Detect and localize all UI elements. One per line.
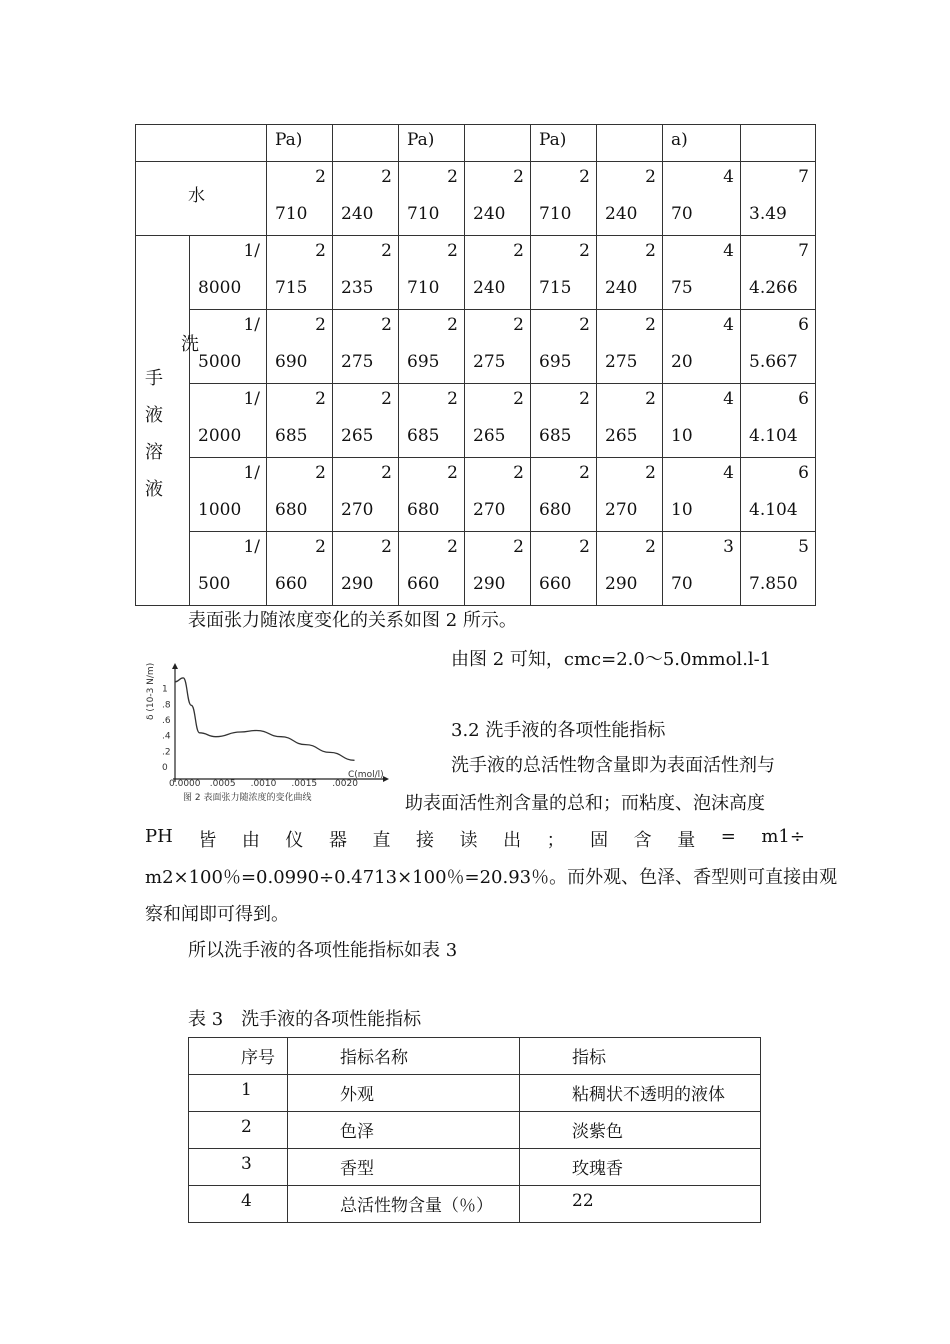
table-cell <box>465 125 531 162</box>
table-cell: 2 270 <box>333 458 399 532</box>
y-axis-arrow <box>172 663 178 669</box>
table-cell <box>333 125 399 162</box>
word: 由 <box>241 830 260 851</box>
table-cell: 4 20 <box>663 310 741 384</box>
surface-tension-table <box>135 124 816 606</box>
table-cell: 2 710 <box>399 236 465 310</box>
concentration-cell: 1/ 8000 <box>190 236 267 310</box>
word: 接 <box>416 830 434 851</box>
table-cell: 1 <box>189 1075 288 1112</box>
table-cell: 6 5.667 <box>741 310 816 384</box>
table-row <box>136 310 816 384</box>
table-cell <box>741 125 816 162</box>
table-cell: 4 75 <box>663 236 741 310</box>
table-caption: 表 3 洗手液的各项性能指标 <box>188 1009 422 1030</box>
table-header-row <box>189 1038 761 1075</box>
table-cell: 4 10 <box>663 458 741 532</box>
table-cell: 2 270 <box>465 458 531 532</box>
y-tick-label: 0 <box>162 763 168 774</box>
figure-caption: 图 2 表面张力随浓度的变化曲线 <box>183 793 312 803</box>
table-cell: 外观 <box>288 1075 520 1112</box>
table-cell: 3 70 <box>663 532 741 606</box>
table-cell: 2 660 <box>531 532 597 606</box>
table-cell: 2 235 <box>333 236 399 310</box>
paragraph: 察和闻即可得到。 <box>145 904 289 925</box>
table-cell: 22 <box>520 1186 761 1223</box>
table-cell: 总活性物含量（％） <box>288 1186 520 1223</box>
word: 量 <box>677 830 696 851</box>
word: 读 <box>459 830 478 851</box>
table-cell: 4 10 <box>663 384 741 458</box>
y-tick-label: .2 <box>162 747 171 758</box>
table-cell: 2 680 <box>267 458 333 532</box>
x-tick-label: 0.0000 <box>169 779 201 789</box>
table-cell: 2 715 <box>267 236 333 310</box>
x-tick-label: .0010 <box>250 779 277 789</box>
table-cell: 2 685 <box>267 384 333 458</box>
table-cell: 指标 <box>520 1038 761 1075</box>
paragraph: m2×100％=0.0990÷0.4713×100％=20.93％。而外观、色泽、香型则可直接由观 <box>145 867 838 888</box>
table-cell: 2 290 <box>597 532 663 606</box>
table-cell: 淡紫色 <box>520 1112 761 1149</box>
table-cell: 2 685 <box>399 384 465 458</box>
table-cell: 2 240 <box>465 162 531 236</box>
table-cell: Pa) <box>399 125 465 162</box>
y-tick-label: 1 <box>162 684 168 695</box>
y-axis-label: δ (10-3 N/m) <box>146 662 156 720</box>
figure-2 <box>143 660 393 808</box>
table-cell: 2 <box>189 1112 288 1149</box>
table-cell: 2 240 <box>465 236 531 310</box>
x-axis-label: C(mol/l) <box>348 770 384 780</box>
table-cell: 6 4.104 <box>741 458 816 532</box>
table-cell: 序号 <box>189 1038 288 1075</box>
y-tick-label: .6 <box>162 716 171 727</box>
water-label: 水 <box>188 186 205 206</box>
table-cell: 2 265 <box>597 384 663 458</box>
y-tick-label: .4 <box>162 731 171 742</box>
table-cell: 2 680 <box>399 458 465 532</box>
water-label-cell <box>136 162 267 236</box>
table-cell: Pa) <box>267 125 333 162</box>
concentration-cell: 1/ 5000 <box>190 310 267 384</box>
table-cell: 玫瑰香 <box>520 1149 761 1186</box>
table-row <box>189 1149 761 1186</box>
concentration-cell: 1/ 2000 <box>190 384 267 458</box>
table-cell <box>136 125 267 162</box>
table-cell: 2 710 <box>399 162 465 236</box>
table-row <box>189 1075 761 1112</box>
table-row <box>189 1186 761 1223</box>
word: 皆 <box>198 830 217 851</box>
table-cell: Pa) <box>531 125 597 162</box>
table-cell: 2 695 <box>399 310 465 384</box>
table-row-water <box>136 162 816 236</box>
word: m1÷ <box>761 826 805 847</box>
table-cell: 7 3.49 <box>741 162 816 236</box>
table-cell: 2 275 <box>333 310 399 384</box>
word: 器 <box>328 830 347 851</box>
table-cell: 2 710 <box>531 162 597 236</box>
table-cell: 2 240 <box>333 162 399 236</box>
table-cell: 6 4.104 <box>741 384 816 458</box>
group-label-top: 洗 <box>181 334 199 355</box>
table-cell: 2 680 <box>531 458 597 532</box>
table-row <box>136 458 816 532</box>
table-cell: 粘稠状不透明的液体 <box>520 1075 761 1112</box>
table-cell: 2 290 <box>333 532 399 606</box>
paragraph: 由图 2 可知，cmc=2.0～5.0mmol.l-1 <box>451 649 772 670</box>
table-cell: 2 240 <box>597 236 663 310</box>
table-row <box>136 532 816 606</box>
table-row <box>189 1112 761 1149</box>
concentration-cell: 1/ 500 <box>190 532 267 606</box>
table-cell: 指标名称 <box>288 1038 520 1075</box>
word: ； <box>546 830 565 851</box>
table-cell: 7 4.266 <box>741 236 816 310</box>
table-cell: 3 <box>189 1149 288 1186</box>
performance-table <box>188 1037 761 1223</box>
concentration-cell: 1/ 1000 <box>190 458 267 532</box>
word: = <box>720 826 736 847</box>
table-row <box>136 384 816 458</box>
table-cell: 2 265 <box>333 384 399 458</box>
word: 出 <box>503 830 522 851</box>
table-header-row <box>136 125 816 162</box>
paragraph: 洗手液的总活性物含量即为表面活性剂与 <box>451 755 775 776</box>
table-cell: 2 275 <box>465 310 531 384</box>
y-tick-label: .8 <box>162 700 171 711</box>
table-cell: 4 70 <box>663 162 741 236</box>
table-cell: 2 695 <box>531 310 597 384</box>
paragraph-justified <box>145 826 805 852</box>
x-tick-label: .0005 <box>209 779 236 789</box>
word: 直 <box>372 830 391 851</box>
table-cell: 2 690 <box>267 310 333 384</box>
table-cell: 2 270 <box>597 458 663 532</box>
table-cell: 4 <box>189 1186 288 1223</box>
word: 含 <box>633 830 652 851</box>
table-cell: a) <box>663 125 741 162</box>
x-tick-label: .0015 <box>291 779 318 789</box>
surface-tension-chart <box>143 660 393 808</box>
table-cell: 2 660 <box>267 532 333 606</box>
section-heading: 3.2 洗手液的各项性能指标 <box>451 720 666 741</box>
paragraph: 所以洗手液的各项性能指标如表 3 <box>188 940 458 961</box>
table-cell <box>597 125 663 162</box>
table-cell: 色泽 <box>288 1112 520 1149</box>
table-cell: 2 265 <box>465 384 531 458</box>
group-label: 手 液 溶 液 <box>145 368 163 500</box>
table-cell: 2 715 <box>531 236 597 310</box>
table-cell: 香型 <box>288 1149 520 1186</box>
table-cell: 2 275 <box>597 310 663 384</box>
paragraph: 助表面活性剂含量的总和；而粘度、泡沫高度 <box>405 793 765 814</box>
table-cell: 2 710 <box>267 162 333 236</box>
word: 仪 <box>285 830 304 851</box>
table-cell: 2 240 <box>597 162 663 236</box>
table-cell: 2 290 <box>465 532 531 606</box>
word: 固 <box>590 830 609 851</box>
paragraph: 表面张力随浓度变化的关系如图 2 所示。 <box>188 610 517 631</box>
table-cell: 2 685 <box>531 384 597 458</box>
word: PH <box>145 826 173 847</box>
x-tick-label: .0020 <box>332 779 358 789</box>
table-row <box>136 236 816 310</box>
table-cell: 2 660 <box>399 532 465 606</box>
x-axis-arrow <box>383 776 389 782</box>
table-cell: 5 7.850 <box>741 532 816 606</box>
series-line <box>175 678 355 760</box>
